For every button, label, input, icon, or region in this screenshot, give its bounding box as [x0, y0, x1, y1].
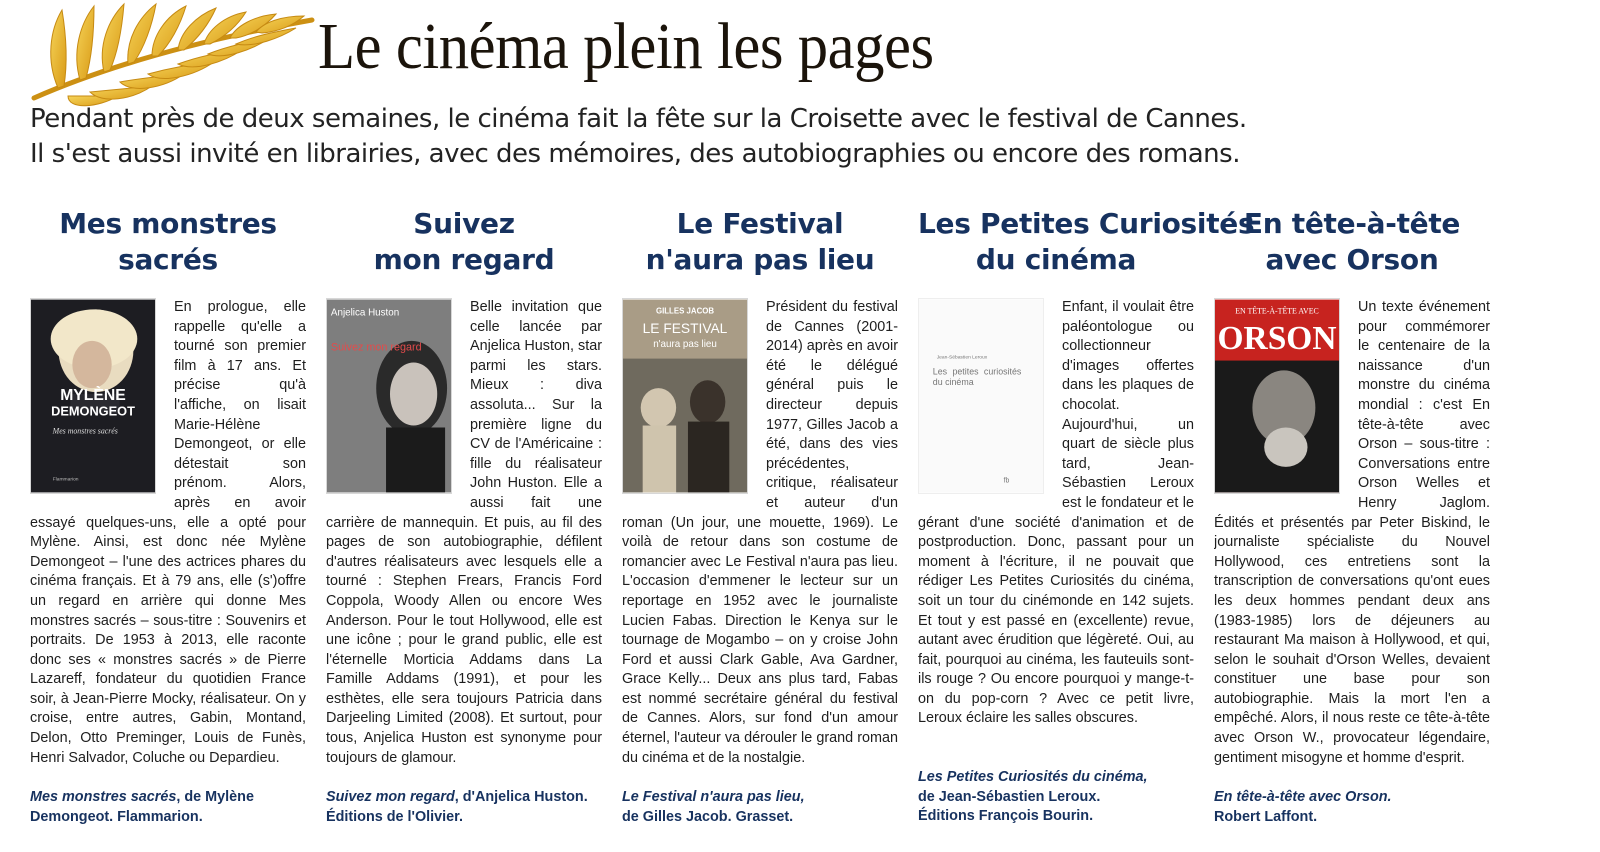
palm-leaf-logo: [28, 0, 318, 110]
svg-text:fb: fb: [1003, 477, 1010, 485]
intro-line: Il s'est aussi invité en librairies, avec des mémoires, des autobiographies ou encore des romans.: [30, 139, 1240, 169]
book-credit: Le Festival n'aura pas lieu, de Gilles Jacob. Grasset.: [622, 789, 805, 825]
svg-text:EN TÊTE-À-TÊTE AVEC: EN TÊTE-À-TÊTE AVEC: [1235, 306, 1319, 316]
article-column: [622, 206, 898, 825]
svg-text:MYLÈNE: MYLÈNE: [60, 386, 126, 404]
book-cover-image: [326, 298, 452, 494]
article-body: GILLES JACOB LE FESTIVAL n'aura pas lieu Président du festival de Cannes (2001-2014) après en avoir été le délégué général puis le directeur depuis 1977, Gilles Jacob a été, dans des vies précédentes, critique, réalisateur et auteur d'un roman (Un jour, une mouette, 1969). Le voilà de retour dans son costume de romancier avec Le Festival n'aura pas lieu. L'occasion d'emmener le lecteur sur un reportage en 1952 avec le journaliste Lucien Fabas. Direction le Kenya sur le tournage de Mogambo – on y croise John Ford et aussi Clark Gable, Ava Gardner, Grace Kelly... Deux ans plus tard, Fabas est nommé secrétaire général du festival de Cannes. Alors, sur fond d'un amour éternel, l'auteur va dérouler le grand roman du cinéma et de la nostalgie.: [622, 299, 898, 766]
book-cover-image: [622, 298, 748, 494]
book-cover-image: Jean-Sébastien Leroux Les petites curiosités du cinéma fb: [918, 298, 1044, 494]
book-credit: Les Petites Curiosités du cinéma, de Jean-Sébastien Leroux. Éditions François Bourin.: [918, 769, 1148, 824]
svg-text:LE FESTIVAL: LE FESTIVAL: [642, 321, 728, 337]
page-title: Le cinéma plein les pages: [318, 10, 934, 83]
article-heading: Suivez mon regard: [373, 207, 555, 276]
article-heading: Les Petites Curiosités du cinéma: [918, 207, 1255, 276]
article-body: Jean-Sébastien Leroux Les petites curiosités du cinéma fb Enfant, il voulait être paléontologue ou collectionneur d'images offertes dans les plaques de chocolat. Aujourd'hui, un quart de siècle plus tard, Jean-Sébastien Leroux est le fondateur et le gérant d'une société d'animation et de postproduction. Donc, passant pour un moment à l'écriture, il ne pouvait que rédiger Les Petites Curiosités du cinéma, soit un tour du cinémonde en 142 sujets. Et tout y est passé en (excellente) revue, autant avec érudition que légèreté. Oui, au fait, pourquoi au cinéma, les fauteuils sont-ils rouge ? Ou encore pourquoi y mange-t-on du pop-corn ? Avec ce petit livre, Leroux éclaire les salles obscures.: [918, 299, 1194, 727]
article-column: [326, 206, 602, 825]
article-heading: Le Festival n'aura pas lieu: [645, 207, 875, 276]
svg-text:Anjelica Huston: Anjelica Huston: [330, 307, 400, 319]
svg-text:n'aura pas lieu: n'aura pas lieu: [653, 338, 717, 350]
book-credit: En tête-à-tête avec Orson. Robert Laffont.: [1214, 789, 1392, 825]
intro-paragraph: [30, 102, 1360, 172]
article-heading: En tête-à-tête avec Orson: [1243, 207, 1461, 276]
svg-text:DEMONGEOT: DEMONGEOT: [51, 403, 135, 419]
article-column: [30, 206, 306, 825]
article-body: MYLÈNE DEMONGEOT Mes monstres sacrés Flammarion En prologue, elle rappelle qu'elle a tourné son premier film à 17 ans. Et précise qu'à l'affiche, on lisait Marie-Hélène Demongeot, or elle détestait son prénom. Alors, après en avoir essayé quelques-uns, elle a opté pour Mylène. Ainsi, est donc née Mylène Demongeot – l'une des actrices phares du cinéma français. Et à 79 ans, elle (s')offre un regard en arrière qui donne Mes monstres sacrés – sous-titre : Souvenirs et portraits. De 1953 à 2013, elle raconte donc ses « monstres sacrés » de Pierre Lazareff, fondateur du quotidien France soir, à Jean-Pierre Mocky, réalisateur. On y croise, entre autres, Gabin, Montand, Delon, Otto Preminger, Louis de Funès, Henri Salvador, Coluche ou Depardieu.: [30, 299, 306, 766]
book-credit: Suivez mon regard, d'Anjelica Huston. Éditions de l'Olivier.: [326, 789, 588, 825]
svg-text:Jean-Sébastien Leroux: Jean-Sébastien Leroux: [936, 355, 988, 361]
article-body: EN TÊTE-À-TÊTE AVEC ORSON Un texte événement pour commémorer le centenaire de la naissance d'un monstre du cinéma mondial : c'est En tête-à-tête avec Orson – sous-titre : Conversations entre Orson Welles et Henry Jaglom. Édités et présentés par Peter Biskind, le journaliste spécialiste du Nouvel Hollywood, ces entretiens sont la transcription de conversations qu'ont eues les deux hommes pendant deux ans (1983-1985) lors de déjeuners au restaurant Ma maison à Hollywood, et qui, selon le souhait d'Orson Welles, devaient constituer une base pour son autobiographie. Mais la mort l'en a empêché. Alors, il nous reste ce tête-à-tête avec Orson W., provocateur légendaire, gentiment misogyne et homme d'esprit.: [1214, 299, 1490, 766]
svg-text:GILLES JACOB: GILLES JACOB: [655, 306, 715, 316]
article-column: [918, 206, 1255, 824]
svg-text:ORSON: ORSON: [1217, 319, 1337, 357]
intro-line: Pendant près de deux semaines, le cinéma fait la fête sur la Croisette avec le festival de Cannes.: [30, 104, 1247, 134]
svg-text:Mes monstres sacrés: Mes monstres sacrés: [52, 426, 118, 436]
book-cover-image: [1214, 298, 1340, 494]
book-cover-image: [30, 298, 156, 494]
article-body: Anjelica Huston Suivez mon regard Belle invitation que celle lancée par Anjelica Huston, star parmi les stars. Mieux : diva assoluta... Sur la première ligne du CV de l'Américaine : fille du réalisateur John Huston. Elle a aussi fait une carrière de mannequin. Et puis, au fil des pages de son autobiographie, défilent d'autres réalisateurs avec lesquels elle a tourné : Stephen Frears, Francis Ford Coppola, Woody Allen ou encore Wes Anderson. Pour le tout Hollywood, elle est une icône ; pour le grand public, elle est l'éternelle Morticia Addams dans La Famille Addams (1991), et pour les esthètes, elle sera toujours Patricia dans Darjeeling Limited (2008). Et surtout, pour tous, Anjelica Huston est synonyme pour toujours de glamour.: [326, 299, 602, 766]
article-heading: Mes monstres sacrés: [59, 207, 277, 276]
svg-text:Flammarion: Flammarion: [52, 477, 79, 483]
article-column: [1214, 206, 1490, 825]
svg-text:Suivez mon regard: Suivez mon regard: [330, 341, 422, 354]
book-credit: Mes monstres sacrés, de Mylène Demongeot. Flammarion.: [30, 789, 254, 825]
